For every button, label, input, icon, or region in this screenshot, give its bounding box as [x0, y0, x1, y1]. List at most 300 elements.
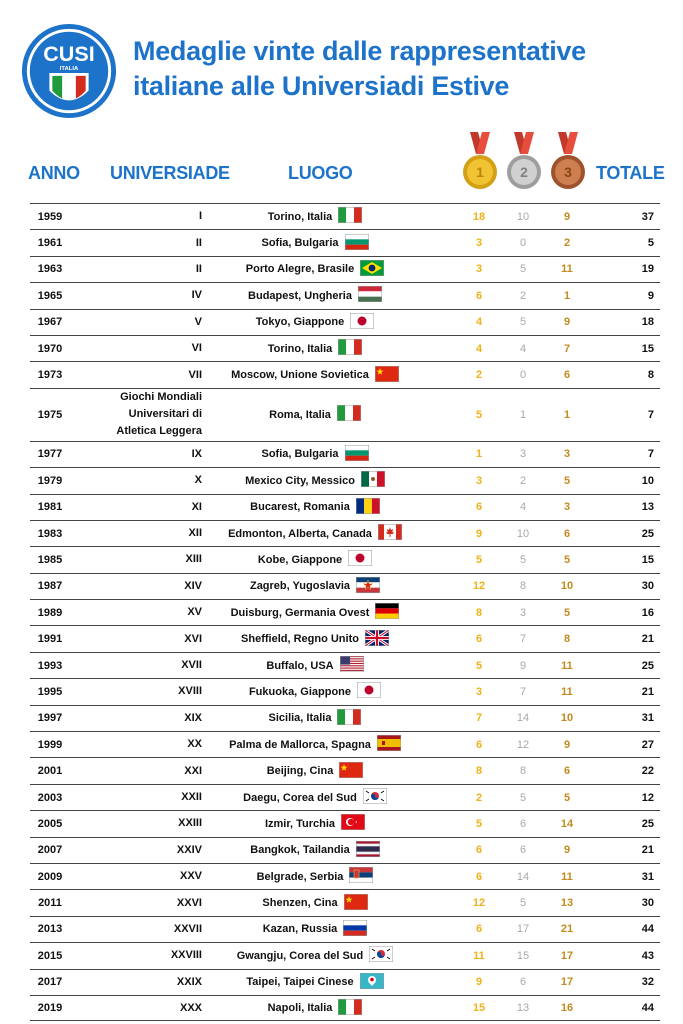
cell-argento: 15: [516, 949, 530, 962]
cell-luogo: [210, 442, 420, 467]
cell-oro: 5: [475, 553, 483, 566]
us-flag-icon: [340, 656, 364, 675]
cell-bronzo: 5: [563, 791, 571, 804]
cell-oro: 2: [475, 369, 483, 382]
cell-anno: 1973: [37, 369, 63, 382]
cell-anno: 1970: [37, 342, 63, 355]
cell-bronzo: 3: [563, 501, 571, 514]
cell-luogo: [210, 468, 420, 493]
cell-anno: 1959: [37, 210, 63, 223]
cell-universiade: XXIII: [178, 817, 202, 830]
cell-luogo: [210, 204, 420, 229]
cell-luogo-text: Torino, Italia: [267, 342, 333, 355]
cell-anno: 2013: [37, 923, 63, 936]
cell-totale: 32: [641, 976, 654, 989]
ca-flag-icon: [378, 524, 402, 543]
medals-table: [30, 203, 660, 1021]
table-row: [30, 494, 660, 520]
cell-universiade: IV: [191, 289, 202, 302]
cell-anno: 1981: [37, 501, 63, 514]
cell-argento: 9: [519, 659, 527, 672]
cell-oro: 3: [475, 474, 483, 487]
cell-argento: 8: [519, 580, 527, 593]
cell-anno: 1995: [37, 685, 63, 698]
cell-oro: 4: [475, 316, 483, 329]
cell-bronzo: 11: [561, 263, 573, 276]
cell-luogo-text: Sofia, Bulgaria: [261, 448, 339, 461]
cell-universiade: XVI: [184, 632, 202, 645]
header-anno: ANNO: [28, 163, 80, 183]
cell-universiade: I: [198, 210, 202, 223]
cell-anno: 2001: [37, 765, 63, 778]
cell-luogo-text: Edmonton, Alberta, Canada: [228, 527, 372, 540]
cell-luogo: [210, 389, 420, 441]
cell-argento: 10: [516, 527, 530, 540]
cell-totale: 5: [647, 237, 654, 250]
cell-luogo: [210, 785, 420, 810]
cell-totale: 21: [641, 685, 654, 698]
kr-flag-icon: [363, 788, 387, 807]
cell-luogo-text: Bangkok, Tailandia: [250, 844, 350, 857]
cell-universiade: II: [195, 236, 202, 249]
gb-flag-icon: [365, 630, 389, 649]
svg-text:2: 2: [520, 164, 528, 180]
yu-flag-icon: [356, 577, 380, 596]
cell-argento: 3: [519, 448, 527, 461]
de-flag-icon: [375, 603, 399, 622]
cell-universiade: Giochi Mondiali Universitari di Atletica Leggera: [116, 391, 202, 438]
cn-flag-icon: [339, 762, 363, 781]
cell-argento: 2: [519, 474, 527, 487]
svg-text:1: 1: [476, 164, 484, 180]
cell-argento: 7: [519, 685, 527, 698]
cell-anno: 1967: [37, 316, 63, 329]
cell-universiade: V: [194, 315, 202, 328]
cell-totale: 30: [641, 897, 654, 910]
cell-argento: 4: [519, 501, 527, 514]
cell-luogo-text: Budapest, Ungheria: [248, 289, 352, 302]
cell-oro: 7: [475, 712, 483, 725]
cell-totale: 8: [647, 369, 654, 382]
cell-bronzo: 21: [560, 923, 574, 936]
cell-argento: 12: [516, 738, 530, 751]
cell-anno: 1963: [37, 263, 63, 276]
cell-totale: 19: [641, 263, 654, 276]
cell-argento: 17: [516, 923, 530, 936]
cell-oro: 8: [475, 606, 483, 619]
cell-luogo-text: Moscow, Unione Sovietica: [231, 369, 369, 382]
cell-bronzo: 7: [563, 342, 571, 355]
cell-totale: 25: [641, 659, 654, 672]
cell-bronzo: 2: [563, 237, 571, 250]
cell-totale: 7: [647, 448, 654, 461]
logo-subtext: ITALIA: [59, 66, 79, 73]
cell-luogo-text: Sheffield, Regno Unito: [241, 633, 359, 646]
table-row: [30, 863, 660, 889]
table-row: [30, 546, 660, 572]
cell-luogo: [210, 600, 420, 625]
cell-universiade: VII: [188, 368, 202, 381]
cell-luogo-text: Roma, Italia: [269, 408, 331, 421]
cell-luogo-text: Taipei, Taipei Cinese: [246, 976, 354, 989]
cell-oro: 6: [475, 633, 483, 646]
cell-luogo-text: Porto Alegre, Brasile: [245, 263, 355, 276]
gold-medal-icon: [462, 130, 498, 192]
cell-argento: 8: [519, 765, 527, 778]
header-totale: TOTALE: [596, 163, 665, 183]
cell-oro: 5: [475, 659, 483, 672]
table-row: [30, 282, 660, 308]
su-flag-icon: [375, 366, 399, 385]
title-line-2: italiane alle Universiadi Estive: [133, 71, 510, 101]
cell-oro: 1: [475, 448, 483, 461]
table-row: [30, 889, 660, 915]
cell-argento: 14: [516, 712, 530, 725]
cell-universiade: XVII: [181, 659, 202, 672]
svg-text:3: 3: [564, 164, 572, 180]
cell-argento: 5: [519, 897, 527, 910]
cell-totale: 7: [647, 408, 654, 421]
table-row: [30, 309, 660, 335]
cell-bronzo: 5: [563, 474, 571, 487]
cell-oro: 9: [475, 976, 483, 989]
cell-totale: 27: [641, 738, 654, 751]
cell-totale: 44: [641, 1002, 654, 1015]
cell-universiade: XXIV: [176, 843, 202, 856]
cell-luogo-text: Kobe, Giappone: [257, 553, 343, 566]
cell-bronzo: 5: [563, 606, 571, 619]
cell-anno: 1999: [37, 738, 63, 751]
cell-totale: 37: [641, 210, 654, 223]
cell-bronzo: 16: [560, 1002, 574, 1015]
table-row: [30, 256, 660, 282]
cell-bronzo: 6: [563, 765, 571, 778]
cell-luogo: [210, 917, 420, 942]
cell-luogo: [210, 230, 420, 255]
cell-luogo-text: Palma de Mallorca, Spagna: [229, 738, 371, 751]
cell-totale: 43: [641, 949, 654, 962]
cell-totale: 9: [647, 289, 654, 302]
cell-oro: 3: [475, 263, 483, 276]
table-row: [30, 837, 660, 863]
cell-anno: 1965: [37, 289, 63, 302]
cell-anno: 2015: [37, 949, 63, 962]
th-flag-icon: [356, 841, 380, 860]
cell-luogo: [210, 996, 420, 1020]
cell-totale: 18: [641, 316, 654, 329]
cell-totale: 44: [641, 923, 654, 936]
table-row: [30, 229, 660, 255]
cell-luogo: [210, 495, 420, 520]
cell-luogo-text: Sofia, Bulgaria: [261, 237, 339, 250]
cell-luogo: [210, 310, 420, 335]
cell-universiade: XXVI: [176, 896, 202, 909]
cell-universiade: XIX: [184, 711, 202, 724]
table-row: [30, 573, 660, 599]
cell-luogo: [210, 653, 420, 678]
it-flag-icon: [338, 339, 362, 358]
cell-totale: 10: [641, 474, 654, 487]
cell-luogo: [210, 283, 420, 308]
cell-universiade: VI: [191, 342, 202, 355]
br-flag-icon: [360, 260, 384, 279]
bg-flag-icon: [345, 445, 369, 464]
table-row: [30, 678, 660, 704]
cell-totale: 15: [641, 553, 654, 566]
title-line-1: Medaglie vinte dalle rappresentative: [133, 36, 586, 66]
cell-argento: 7: [519, 633, 527, 646]
it-flag-icon: [338, 207, 362, 226]
cell-luogo-text: Shenzen, Cina: [262, 897, 338, 910]
hu-flag-icon: [358, 286, 382, 305]
table-row: [30, 441, 660, 467]
bg-flag-icon: [345, 234, 369, 253]
cell-luogo: [210, 626, 420, 651]
cell-oro: 6: [475, 870, 483, 883]
cell-luogo-text: Duisburg, Germania Ovest: [230, 606, 370, 619]
cell-luogo-text: Sicilia, Italia: [268, 712, 332, 725]
cell-universiade: XXII: [181, 791, 202, 803]
cell-totale: 25: [641, 817, 654, 830]
cell-universiade: XII: [188, 527, 202, 540]
cell-luogo-text: Napoli, Italia: [267, 1002, 333, 1015]
cell-luogo-text: Buffalo, USA: [266, 659, 334, 672]
table-row: [30, 652, 660, 678]
cell-luogo: [210, 706, 420, 731]
cell-anno: 1993: [37, 659, 63, 672]
table-row: [30, 942, 660, 968]
cell-universiade: XI: [191, 500, 202, 513]
cell-anno: 1979: [37, 474, 63, 487]
cell-anno: 1975: [37, 408, 63, 421]
cell-bronzo: 6: [563, 369, 571, 382]
it-flag-icon: [338, 999, 362, 1018]
table-row: [30, 467, 660, 493]
cell-bronzo: 17: [560, 949, 574, 962]
cell-luogo: [210, 521, 420, 546]
cell-anno: 1985: [37, 553, 63, 566]
cell-universiade: II: [195, 262, 202, 275]
cell-luogo-text: Beijing, Cina: [266, 765, 334, 778]
table-row: [30, 810, 660, 836]
table-row: [30, 916, 660, 942]
cell-anno: 2011: [38, 897, 62, 910]
cell-bronzo: 11: [561, 659, 573, 672]
cell-oro: 11: [473, 949, 485, 962]
cell-oro: 5: [475, 817, 483, 830]
cell-argento: 10: [516, 210, 530, 223]
cell-totale: 25: [641, 527, 654, 540]
cell-universiade: XXI: [184, 764, 202, 777]
cell-totale: 12: [641, 791, 654, 804]
cell-luogo-text: Tokyo, Giappone: [255, 316, 345, 329]
cell-anno: 1987: [37, 580, 63, 593]
cell-anno: 2019: [37, 1002, 63, 1015]
cell-luogo: [210, 547, 420, 572]
cell-luogo-text: Bucarest, Romania: [250, 501, 350, 514]
cell-universiade: XVIII: [178, 685, 202, 698]
table-row: [30, 705, 660, 731]
table-row: [30, 203, 660, 229]
cell-oro: 2: [475, 791, 483, 804]
cell-argento: 0: [519, 237, 527, 250]
cell-bronzo: 9: [563, 210, 571, 223]
cell-oro: 18: [472, 210, 486, 223]
tpe-flag-icon: [360, 973, 384, 992]
cell-luogo: [210, 574, 420, 599]
cell-universiade: IX: [191, 447, 202, 460]
cell-oro: 8: [475, 765, 483, 778]
cell-oro: 3: [475, 685, 483, 698]
cell-luogo-text: Torino, Italia: [267, 210, 333, 223]
table-row: [30, 757, 660, 783]
table-row: [30, 335, 660, 361]
cell-oro: 6: [475, 289, 483, 302]
ru-flag-icon: [343, 920, 367, 939]
cell-luogo-text: Kazan, Russia: [262, 923, 338, 936]
cell-oro: 12: [472, 580, 486, 593]
cell-bronzo: 9: [563, 844, 571, 857]
cell-bronzo: 3: [563, 448, 571, 461]
table-row: [30, 625, 660, 651]
cell-totale: 21: [641, 844, 654, 857]
kr-flag-icon: [369, 946, 393, 965]
jp-flag-icon: [350, 313, 374, 332]
cell-oro: 4: [475, 342, 483, 355]
cell-universiade: XXV: [179, 870, 202, 883]
it-flag-icon: [337, 709, 361, 728]
cell-argento: 2: [519, 289, 527, 302]
cn-flag-icon: [344, 894, 368, 913]
cell-totale: 31: [641, 870, 654, 883]
cell-oro: 12: [472, 897, 486, 910]
cusi-logo: [20, 22, 118, 120]
cell-bronzo: 5: [563, 553, 571, 566]
ro-flag-icon: [356, 498, 380, 517]
cell-universiade: XXIX: [176, 975, 202, 988]
cell-luogo-text: Fukuoka, Giappone: [248, 685, 352, 698]
cell-oro: 6: [475, 501, 483, 514]
cell-argento: 5: [519, 553, 527, 566]
cell-argento: 1: [519, 408, 527, 421]
cell-universiade: XXVIII: [170, 949, 202, 962]
cell-luogo-text: Belgrade, Serbia: [256, 870, 344, 883]
tr-flag-icon: [341, 814, 365, 833]
cell-luogo: [210, 890, 420, 915]
cell-bronzo: 10: [560, 580, 574, 593]
cell-luogo: [210, 970, 420, 995]
page-title: [133, 34, 678, 104]
cell-argento: 13: [516, 1002, 530, 1015]
mx-flag-icon: [361, 471, 385, 490]
cell-argento: 4: [519, 342, 527, 355]
cell-anno: 2009: [37, 870, 63, 883]
cell-bronzo: 13: [560, 897, 574, 910]
cell-universiade: X: [194, 474, 202, 487]
cell-oro: 5: [475, 408, 483, 421]
cell-oro: 15: [472, 1002, 486, 1015]
cell-anno: 1991: [37, 633, 63, 646]
cell-luogo: [210, 257, 420, 282]
cell-argento: 14: [516, 870, 530, 883]
cell-totale: 30: [641, 580, 654, 593]
cell-bronzo: 9: [563, 316, 571, 329]
header-luogo: LUOGO: [288, 163, 353, 183]
cell-luogo-text: Zagreb, Yugoslavia: [249, 580, 351, 593]
cell-oro: 6: [475, 844, 483, 857]
header-universiade: UNIVERSIADE: [110, 163, 230, 183]
cell-totale: 13: [641, 501, 654, 514]
cell-luogo: [210, 811, 420, 836]
table-row: [30, 388, 660, 441]
cell-universiade: XIV: [184, 579, 202, 592]
cell-argento: 5: [519, 316, 527, 329]
rs-flag-icon: [349, 867, 373, 886]
cell-anno: 1977: [37, 448, 63, 461]
cell-totale: 16: [641, 606, 654, 619]
jp-flag-icon: [357, 682, 381, 701]
cell-universiade: XXVII: [173, 922, 202, 935]
cell-oro: 6: [475, 923, 483, 936]
cell-totale: 31: [641, 712, 654, 725]
cell-universiade: XIII: [185, 553, 202, 566]
cell-luogo: [210, 732, 420, 757]
cell-bronzo: 10: [560, 712, 574, 725]
cell-anno: 1997: [37, 712, 63, 725]
cell-universiade: XX: [187, 738, 202, 751]
cell-bronzo: 6: [563, 527, 571, 540]
cell-bronzo: 9: [563, 738, 571, 751]
cell-bronzo: 14: [560, 817, 574, 830]
es-flag-icon: [377, 735, 401, 754]
cell-luogo: [210, 336, 420, 361]
cell-luogo: [210, 864, 420, 889]
cell-oro: 9: [475, 527, 483, 540]
cell-argento: 6: [519, 976, 527, 989]
cell-argento: 6: [519, 817, 527, 830]
cell-argento: 6: [519, 844, 527, 857]
cell-anno: 2003: [37, 791, 63, 804]
cell-anno: 2005: [37, 817, 63, 830]
cell-luogo: [210, 679, 420, 704]
table-row: [30, 361, 660, 387]
cell-luogo-text: Gwangju, Corea del Sud: [236, 949, 364, 962]
bronze-medal-icon: [550, 130, 586, 192]
cell-anno: 1989: [37, 606, 63, 619]
jp-flag-icon: [348, 550, 372, 569]
it-flag-icon: [337, 405, 361, 424]
table-row: [30, 995, 660, 1021]
cell-luogo-text: Daegu, Corea del Sud: [243, 791, 357, 804]
cell-totale: 21: [641, 633, 654, 646]
cell-anno: 2007: [37, 844, 63, 857]
cell-bronzo: 17: [560, 976, 574, 989]
cell-anno: 2017: [37, 976, 63, 989]
logo-text: CUSI: [43, 41, 95, 67]
cell-luogo: [210, 758, 420, 783]
cell-luogo-text: Mexico City, Messico: [245, 474, 355, 487]
table-row: [30, 969, 660, 995]
table-row: [30, 784, 660, 810]
cell-bronzo: 1: [563, 408, 571, 421]
silver-medal-icon: [506, 130, 542, 192]
cell-luogo-text: Izmir, Turchia: [264, 817, 336, 830]
cell-bronzo: 8: [563, 633, 571, 646]
cell-luogo: [210, 943, 420, 968]
cell-luogo: [210, 838, 420, 863]
cell-totale: 15: [641, 342, 654, 355]
cell-oro: 3: [475, 237, 483, 250]
